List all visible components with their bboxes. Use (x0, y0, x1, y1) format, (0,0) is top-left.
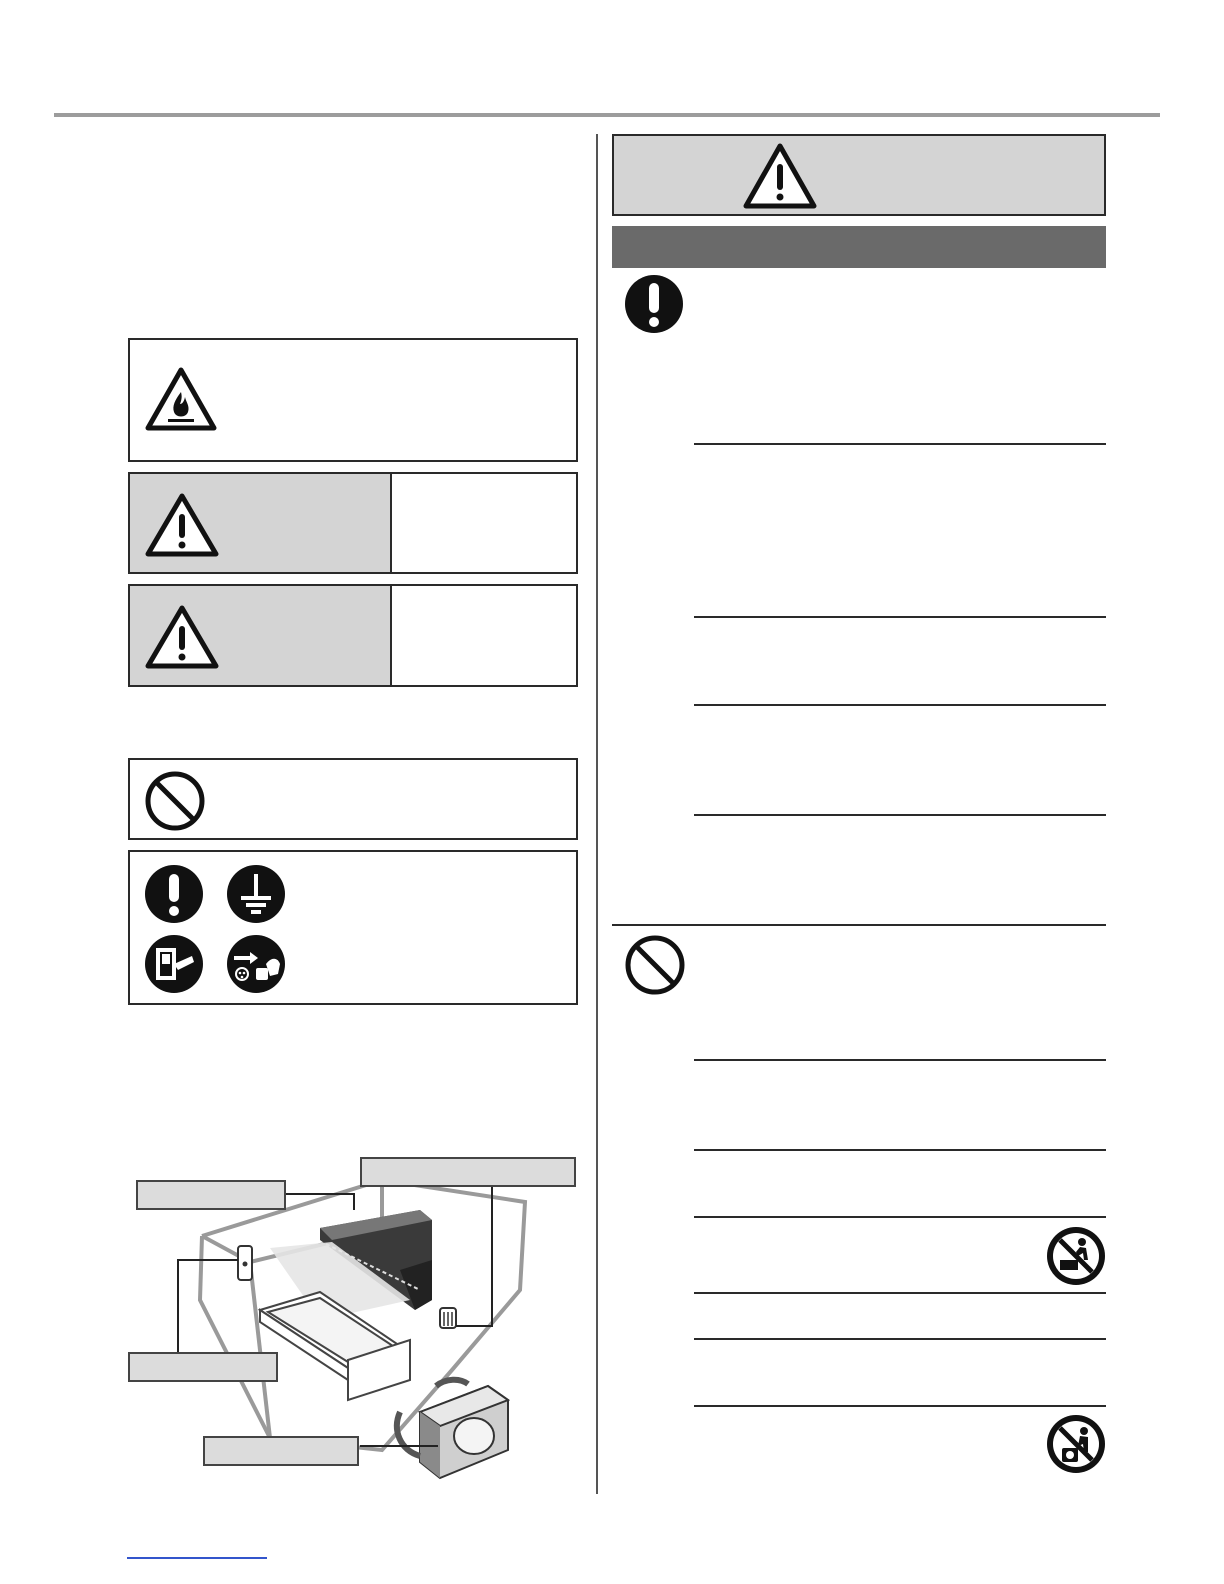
unplug-icon (226, 934, 286, 994)
exclamation-mandatory-icon (144, 864, 204, 924)
exclamation-mandatory-icon (624, 274, 684, 334)
warning-header (612, 134, 1106, 216)
no-touch-icon (1046, 1414, 1106, 1474)
item-divider (694, 704, 1106, 706)
diagram-label-remote (128, 1352, 278, 1382)
item-divider (694, 1149, 1106, 1151)
column-divider (596, 134, 598, 1494)
warning-level-box-1 (128, 472, 578, 574)
sofa (260, 1292, 410, 1400)
section-divider (612, 924, 1106, 926)
item-divider (694, 1338, 1106, 1340)
power-switch-off-icon (144, 934, 204, 994)
prohibited-symbol-box (128, 758, 578, 840)
prohibited-icon (624, 934, 686, 996)
diagram-label-outdoor (203, 1436, 359, 1466)
footer-link-underline[interactable] (127, 1557, 267, 1559)
item-divider (694, 1405, 1106, 1407)
item-divider (694, 1292, 1106, 1294)
earth-ground-icon (226, 864, 286, 924)
item-divider (694, 814, 1106, 816)
flammable-notice-box (128, 338, 578, 462)
warning-level-box-2 (128, 584, 578, 687)
flammable-warning-icon (144, 366, 218, 432)
diagram-label-indoor (136, 1180, 286, 1210)
item-divider (694, 1059, 1106, 1061)
item-divider (694, 1216, 1106, 1218)
caution-triangle-icon (144, 604, 220, 670)
caution-triangle-icon (742, 142, 818, 210)
top-rule (54, 113, 1160, 117)
drain-part (440, 1308, 456, 1328)
item-divider (694, 443, 1106, 445)
section-header-band (612, 226, 1106, 268)
caution-triangle-icon (144, 492, 220, 558)
diagram-label-drain (360, 1157, 576, 1187)
no-climbing-icon (1046, 1226, 1106, 1286)
outdoor-unit (397, 1380, 508, 1478)
item-divider (694, 616, 1106, 618)
mandatory-symbols-box (128, 850, 578, 1005)
remote-controller (238, 1246, 252, 1280)
prohibited-icon (144, 770, 206, 832)
